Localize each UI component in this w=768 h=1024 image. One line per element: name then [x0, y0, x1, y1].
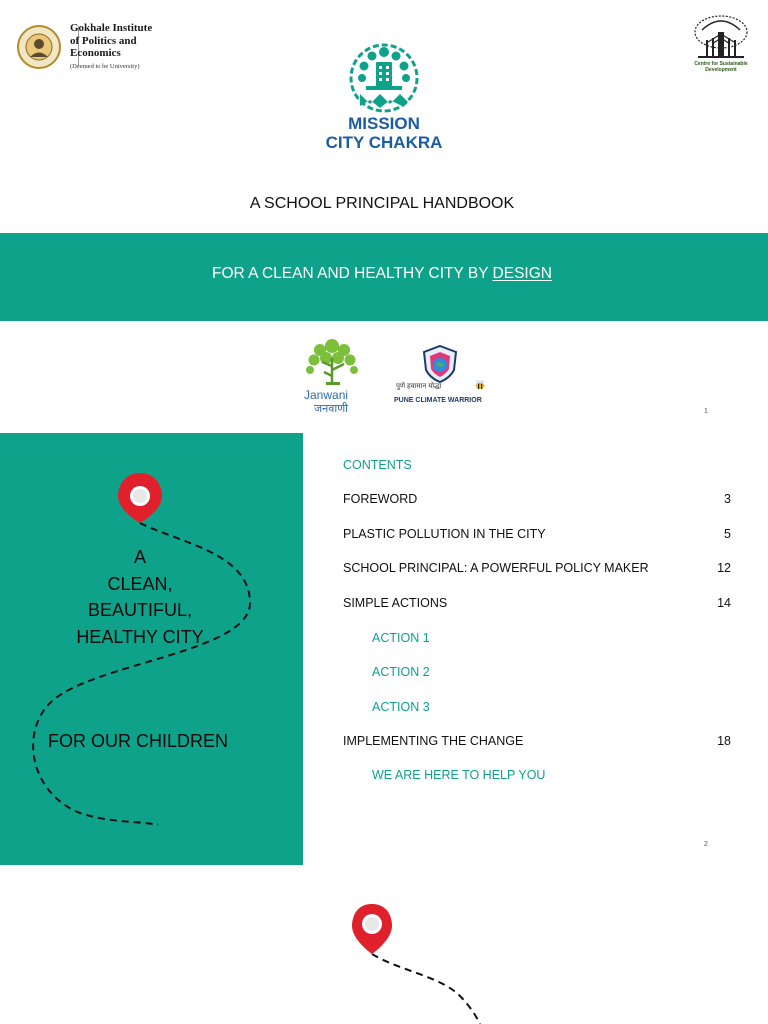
toc-item-page: 14 — [717, 596, 731, 610]
toc-item-page: 18 — [717, 734, 731, 748]
gipe-seal-icon — [16, 24, 62, 70]
toc-item-label: SIMPLE ACTIONS — [343, 596, 448, 610]
janwani-name: Janwani — [304, 388, 349, 402]
toc-subitem-action-2[interactable]: ACTION 2 — [372, 665, 430, 679]
bee-icon — [473, 378, 487, 392]
toc-item-label: SCHOOL PRINCIPAL: A POWERFUL POLICY MAKER — [343, 561, 649, 575]
toc-item-label: IMPLEMENTING THE CHANGE — [343, 734, 524, 748]
pune-climate-warrior-logo — [390, 344, 490, 410]
banner-prefix: FOR A CLEAN AND HEALTHY CITY BY — [212, 265, 493, 282]
page3-route-illustration — [0, 866, 768, 1024]
janwani-name-hindi: जनवाणी — [314, 403, 349, 415]
tagline-line-2: CLEAN, — [107, 573, 173, 594]
toc-subitem-action-1[interactable]: ACTION 1 — [372, 631, 430, 645]
page-number-1: 1 — [704, 408, 708, 415]
gipe-name-line-3: Economics — [70, 47, 121, 59]
toc-item-page: 12 — [717, 561, 731, 575]
gipe-name — [70, 22, 170, 70]
tagline-line-1: A — [133, 547, 146, 567]
mission-city-chakra-title — [284, 114, 484, 152]
tagline — [0, 544, 280, 650]
gipe-name-line-2: of Politics and — [70, 34, 137, 47]
contents-left-panel — [0, 433, 303, 865]
gipe-name-line-1: Gokhale Institute — [70, 22, 153, 34]
gipe-subtitle: (Deemed to be University) — [70, 62, 140, 70]
banner-text — [0, 265, 764, 283]
csd-logo — [692, 14, 750, 76]
mission-city-chakra-emblem-icon — [346, 40, 422, 116]
gipe-logo — [16, 22, 166, 70]
csd-caption: Centre for Sustainable Development — [694, 61, 748, 73]
pcw-name: PUNE CLIMATE WARRIOR — [394, 397, 482, 404]
handbook-title: A SCHOOL PRINCIPAL HANDBOOK — [249, 195, 515, 212]
page-number-2: 2 — [704, 841, 708, 848]
city-chakra-line: CITY CHAKRA — [325, 133, 443, 152]
toc-item-page: 5 — [724, 527, 731, 541]
toc-item-label: FOREWORD — [343, 492, 418, 506]
tagline-line-3: BEAUTIFUL, — [87, 600, 193, 620]
design-link[interactable]: DESIGN — [492, 265, 552, 282]
tree-icon — [692, 14, 750, 62]
toc-item-page: 3 — [724, 492, 731, 506]
janwani-tree-icon — [302, 336, 368, 388]
pcw-name-hindi: पुणे हवामान योद्धा — [396, 383, 442, 390]
map-pin-icon — [118, 473, 162, 523]
mission-line: MISSION — [348, 114, 420, 133]
contents-heading: CONTENTS — [343, 458, 412, 472]
tagline-line-4: HEALTHY CITY — [76, 626, 204, 647]
cover-banner — [0, 233, 768, 321]
for-our-children: FOR OUR CHILDREN — [48, 731, 229, 751]
map-pin-icon — [352, 904, 392, 954]
toc-item-label: PLASTIC POLLUTION IN THE CITY — [343, 527, 546, 541]
janwani-logo — [302, 336, 368, 418]
toc-subitem-action-3[interactable]: ACTION 3 — [372, 700, 430, 714]
toc-subitem-help[interactable]: WE ARE HERE TO HELP YOU — [372, 768, 546, 782]
shield-icon — [420, 344, 460, 384]
